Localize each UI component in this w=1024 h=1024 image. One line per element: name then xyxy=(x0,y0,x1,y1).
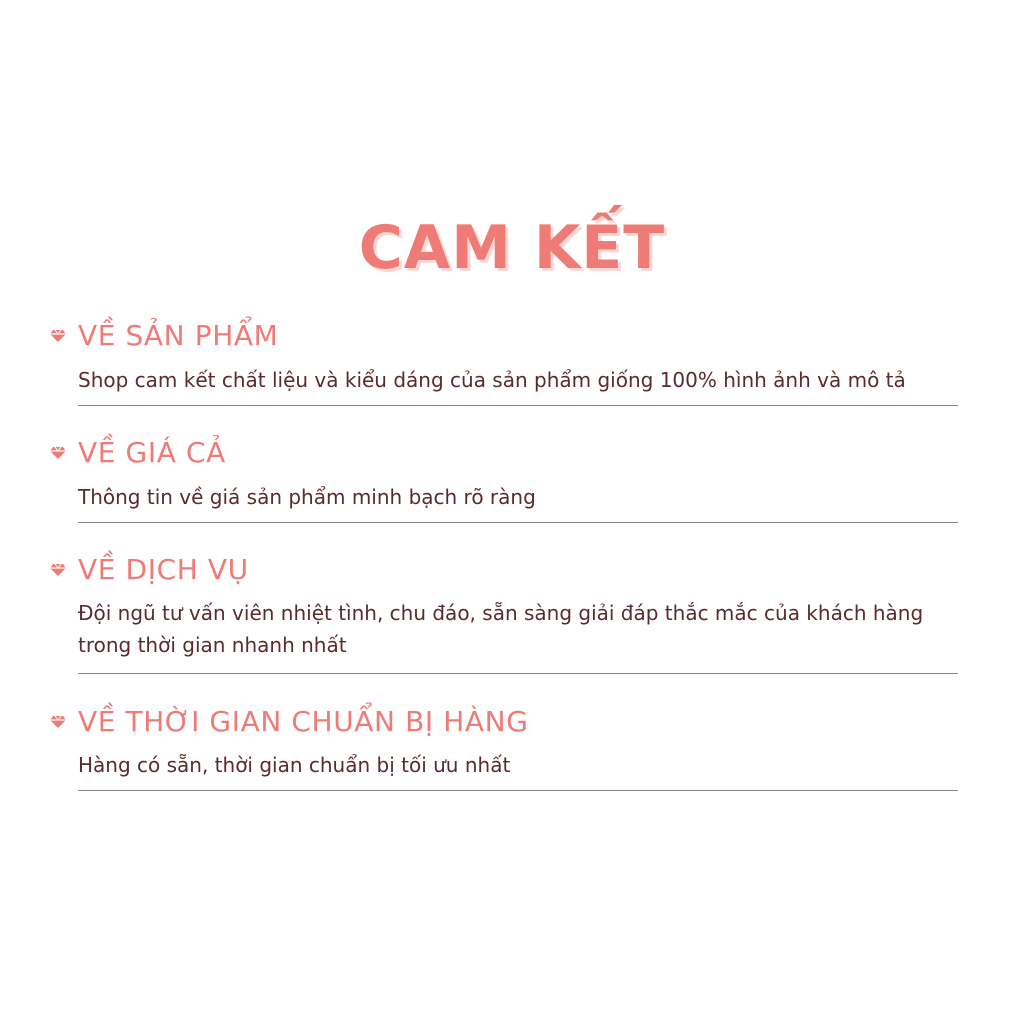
divider xyxy=(78,522,958,523)
section-heading-row xyxy=(50,435,958,475)
section-description: Thông tin về giá sản phẩm minh bạch rõ ràng xyxy=(78,485,536,509)
commitment-section-service xyxy=(50,552,958,674)
commitment-section-price xyxy=(50,435,958,523)
divider xyxy=(78,673,958,674)
diamond-icon xyxy=(50,446,66,460)
section-description: Shop cam kết chất liệu và kiểu dáng của sản phẩm giống 100% hình ảnh và mô tả xyxy=(78,368,906,392)
commitment-section-preparation-time xyxy=(50,704,958,791)
section-heading: VỀ SẢN PHẨM xyxy=(78,319,279,352)
diamond-icon xyxy=(50,563,66,577)
section-description: Đội ngũ tư vấn viên nhiệt tình, chu đáo, sẵn sàng giải đáp thắc mắc của khách hàng trong thời gian nhanh nhất xyxy=(78,601,924,657)
diamond-icon xyxy=(50,329,66,343)
section-heading-row xyxy=(50,552,958,592)
section-heading: VỀ GIÁ CẢ xyxy=(78,436,226,469)
diamond-icon xyxy=(50,715,66,729)
section-heading-row xyxy=(50,704,958,744)
divider xyxy=(78,790,958,791)
section-description: Hàng có sẵn, thời gian chuẩn bị tối ưu nhất xyxy=(78,753,511,777)
commitment-section-product xyxy=(50,318,958,406)
section-heading: VỀ DỊCH VỤ xyxy=(78,553,249,586)
section-heading-row xyxy=(50,318,958,358)
section-heading: VỀ THỜI GIAN CHUẨN BỊ HÀNG xyxy=(78,705,529,738)
page-title: CAM KẾT xyxy=(358,213,666,283)
divider xyxy=(78,405,958,406)
